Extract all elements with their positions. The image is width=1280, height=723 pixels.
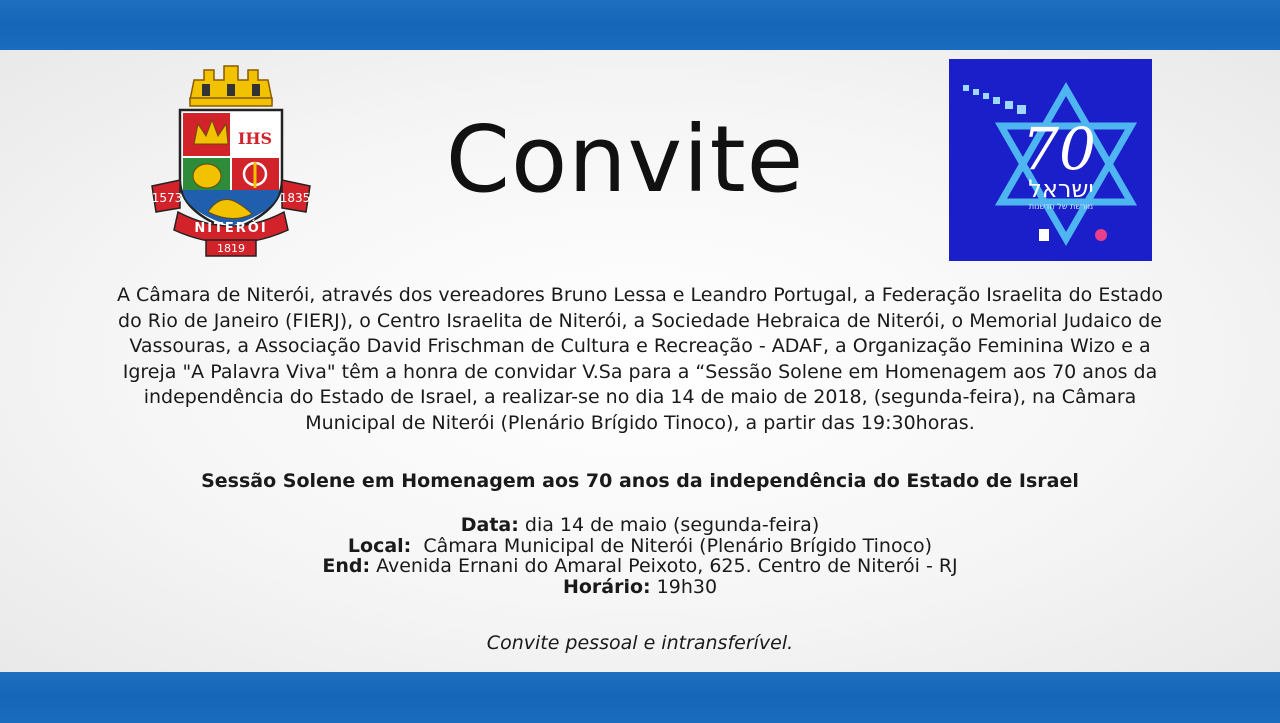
time-value: 19h30 (650, 575, 718, 598)
svg-text:70: 70 (1022, 115, 1096, 183)
svg-text:NITERÓI: NITERÓI (194, 221, 268, 236)
svg-text:מורשת של חדשנות: מורשת של חדשנות (1028, 202, 1094, 211)
svg-text:1819: 1819 (217, 242, 245, 255)
svg-text:IHS: IHS (237, 129, 273, 148)
address-value: Avenida Ernani do Amaral Peixoto, 625. Centro de Niterói - RJ (370, 555, 958, 577)
mural-crown-icon (190, 66, 272, 106)
ministry-star-icon (1095, 229, 1107, 241)
event-details (200, 515, 1080, 597)
top-blue-band (0, 0, 1280, 50)
address-line (200, 556, 1080, 577)
niteroi-coat-of-arms-icon (150, 62, 312, 260)
page-title: Convite (445, 106, 805, 213)
svg-text:ישראל: ישראל (1028, 175, 1094, 203)
place-label: Local: (347, 534, 412, 557)
bottom-blue-band (0, 672, 1280, 723)
date-line (200, 515, 1080, 536)
time-line (200, 577, 1080, 598)
event-heading: Sessão Solene em Homenagem aos 70 anos da independência do Estado de Israel (201, 470, 1079, 492)
time-label: Horário: (562, 575, 651, 598)
menorah-emblem-icon (1039, 229, 1049, 241)
svg-text:1835: 1835 (279, 191, 311, 205)
place-line (200, 536, 1080, 557)
footer-note: Convite pessoal e intransferível. (486, 632, 794, 654)
date-label: Data: (460, 514, 519, 536)
place-value: Câmara Municipal de Niterói (Plenário Brígido Tinoco) (411, 534, 933, 557)
svg-text:1573: 1573 (151, 191, 183, 205)
date-value: dia 14 de maio (segunda-feira) (518, 514, 820, 536)
star-of-david-icon (949, 59, 1152, 261)
address-label: End: (322, 555, 371, 577)
israel-70-logo (949, 59, 1152, 261)
invitation-paragraph: A Câmara de Niterói, através dos vereadores Bruno Lessa e Leandro Portugal, a Federação Israelita do Estado do Rio de Janeiro (FIERJ), o Centro Israelita de Niterói, a Sociedade Hebraica de Niterói, o Memorial Judaico de Vassouras, a Associação David Frischman de Cultura e Recreação - ADAF, a Organização Feminina Wizo e a Igreja "A Palavra Viva" têm a honra de convidar V.Sa para a “Sessão Solene em Homenagem aos 70 anos da independência do Estado de Israel, a realizar-se no dia 14 de maio de 2018, (segunda-feira), na Câmara Municipal de Niterói (Plenário Brígido Tinoco), a partir das 19:30horas. (116, 284, 1164, 434)
